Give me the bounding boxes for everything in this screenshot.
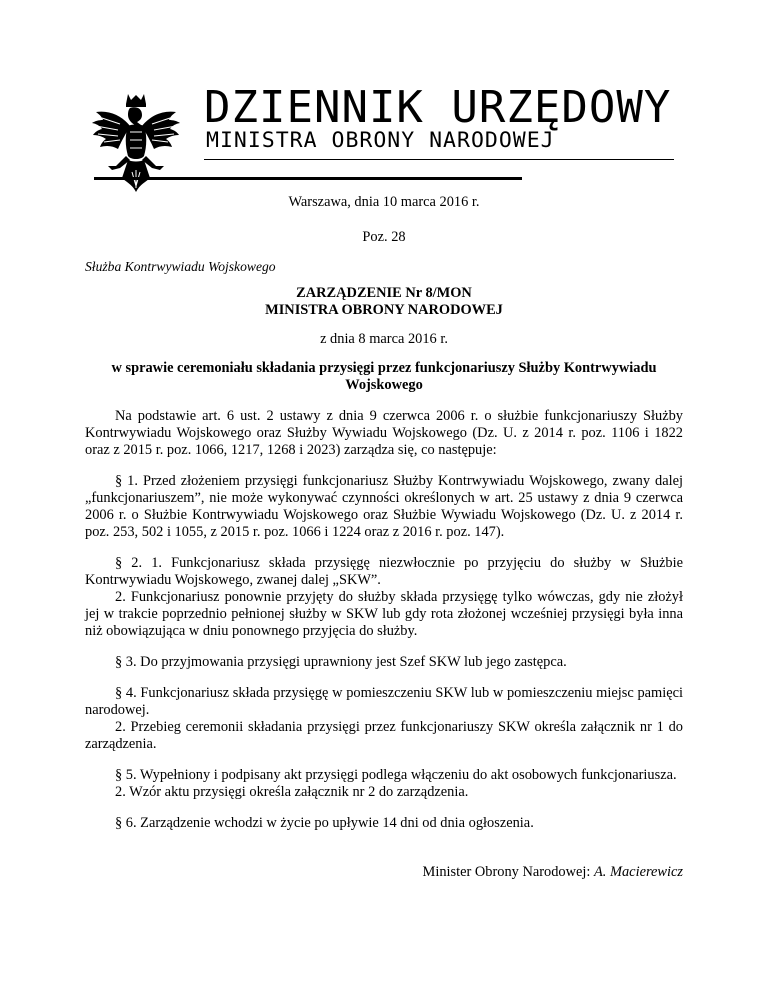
act-heading [85, 285, 683, 319]
masthead-rule-thin [204, 159, 674, 160]
place-date: Warszawa, dnia 10 marca 2016 r. [288, 194, 480, 210]
paragraph-6: § 6. Zarządzenie wchodzi w życie po upływie 14 dni od dnia ogłoszenia. [115, 815, 534, 831]
preamble: Na podstawie art. 6 ust. 2 ustawy z dnia 9 czerwca 2006 r. o służbie funkcjonariuszy Służby Kontrwywiadu Wojskowego oraz Służby Wywiadu Wojskowego (Dz. U. z 2014 r. poz. 1106 i 1822 oraz z 2015 r. poz. 1066, 1217, 1268 i 2023) zarządza się, co następuje: [85, 408, 683, 458]
journal-title: DZIENNIK URZĘDOWY [204, 82, 672, 133]
paragraph-3: § 3. Do przyjmowania przysięgi uprawniony jest Szef SKW lub jego zastępca. [115, 654, 567, 670]
signature-name: A. Macierewicz [594, 864, 683, 881]
act-heading-line1: ZARZĄDZENIE Nr 8/MON [296, 285, 472, 301]
journal-subtitle: MINISTRA OBRONY NARODOWEJ [206, 128, 555, 153]
masthead-rule-thick [94, 177, 522, 180]
issuing-organization: Służba Kontrwywiadu Wojskowego [85, 259, 276, 274]
signature-title: Minister Obrony Narodowej: [422, 864, 591, 881]
act-date: z dnia 8 marca 2016 r. [320, 331, 448, 347]
act-subject [85, 360, 683, 394]
act-subject-line2: Wojskowego [345, 377, 423, 393]
paragraph-4 [85, 685, 683, 753]
masthead [0, 0, 768, 200]
act-heading-line2: MINISTRA OBRONY NARODOWEJ [265, 302, 503, 318]
paragraph-1: § 1. Przed złożeniem przysięgi funkcjonariusz Służby Kontrwywiadu Wojskowego, zwany dalej „funkcjonariuszem”, nie może wykonywać czynności określonych w art. 25 ustawy z dnia 9 czerwca 2006 r. o Służbie Kontrwywiadu Wojskowego oraz Służbie Wywiadu Wojskowego (Dz. U. z 2014 r. poz. 253, 502 i 1055, z 2015 r. poz. 1066 i 1224 oraz z 2016 r. poz. 147). [85, 473, 683, 540]
paragraph-4-point-2: 2. Przebieg ceremonii składania przysięgi przez funkcjonariuszy SKW określa załącznik nr 1 do zarządzenia. [85, 719, 683, 752]
paragraph-4-point-1: § 4. Funkcjonariusz składa przysięgę w pomieszczeniu SKW lub w pomieszczeniu miejsc pamięci narodowej. [85, 685, 683, 718]
act-body [85, 408, 683, 846]
signature [85, 864, 683, 881]
paragraph-5-point-2: 2. Wzór aktu przysięgi określa załącznik nr 2 do zarządzenia. [115, 784, 469, 800]
paragraph-5 [85, 767, 683, 801]
paragraph-2-point-2: 2. Funkcjonariusz ponownie przyjęty do służby składa przysięgę tylko wówczas, gdy nie złożył jej w trakcie poprzednio pełnionej służby w SKW lub gdy rota złożonej wcześniej przysięgi była inna niż obowiązująca w dniu ponownego przyjęcia do służby. [85, 589, 683, 639]
paragraph-2-point-1: § 2. 1. Funkcjonariusz składa przysięgę niezwłocznie po przyjęciu do służby w Służbie Kontrwywiadu Wojskowego, zwanej dalej „SKW”. [85, 555, 683, 588]
paragraph-2 [85, 555, 683, 640]
paragraph-5-point-1: § 5. Wypełniony i podpisany akt przysięgi podlega włączeniu do akt osobowych funkcjonariusza. [115, 767, 677, 783]
act-subject-line1: w sprawie ceremoniału składania przysięgi przez funkcjonariuszy Służby Kontrwywiadu [111, 360, 657, 376]
position-number: Poz. 28 [362, 229, 406, 245]
